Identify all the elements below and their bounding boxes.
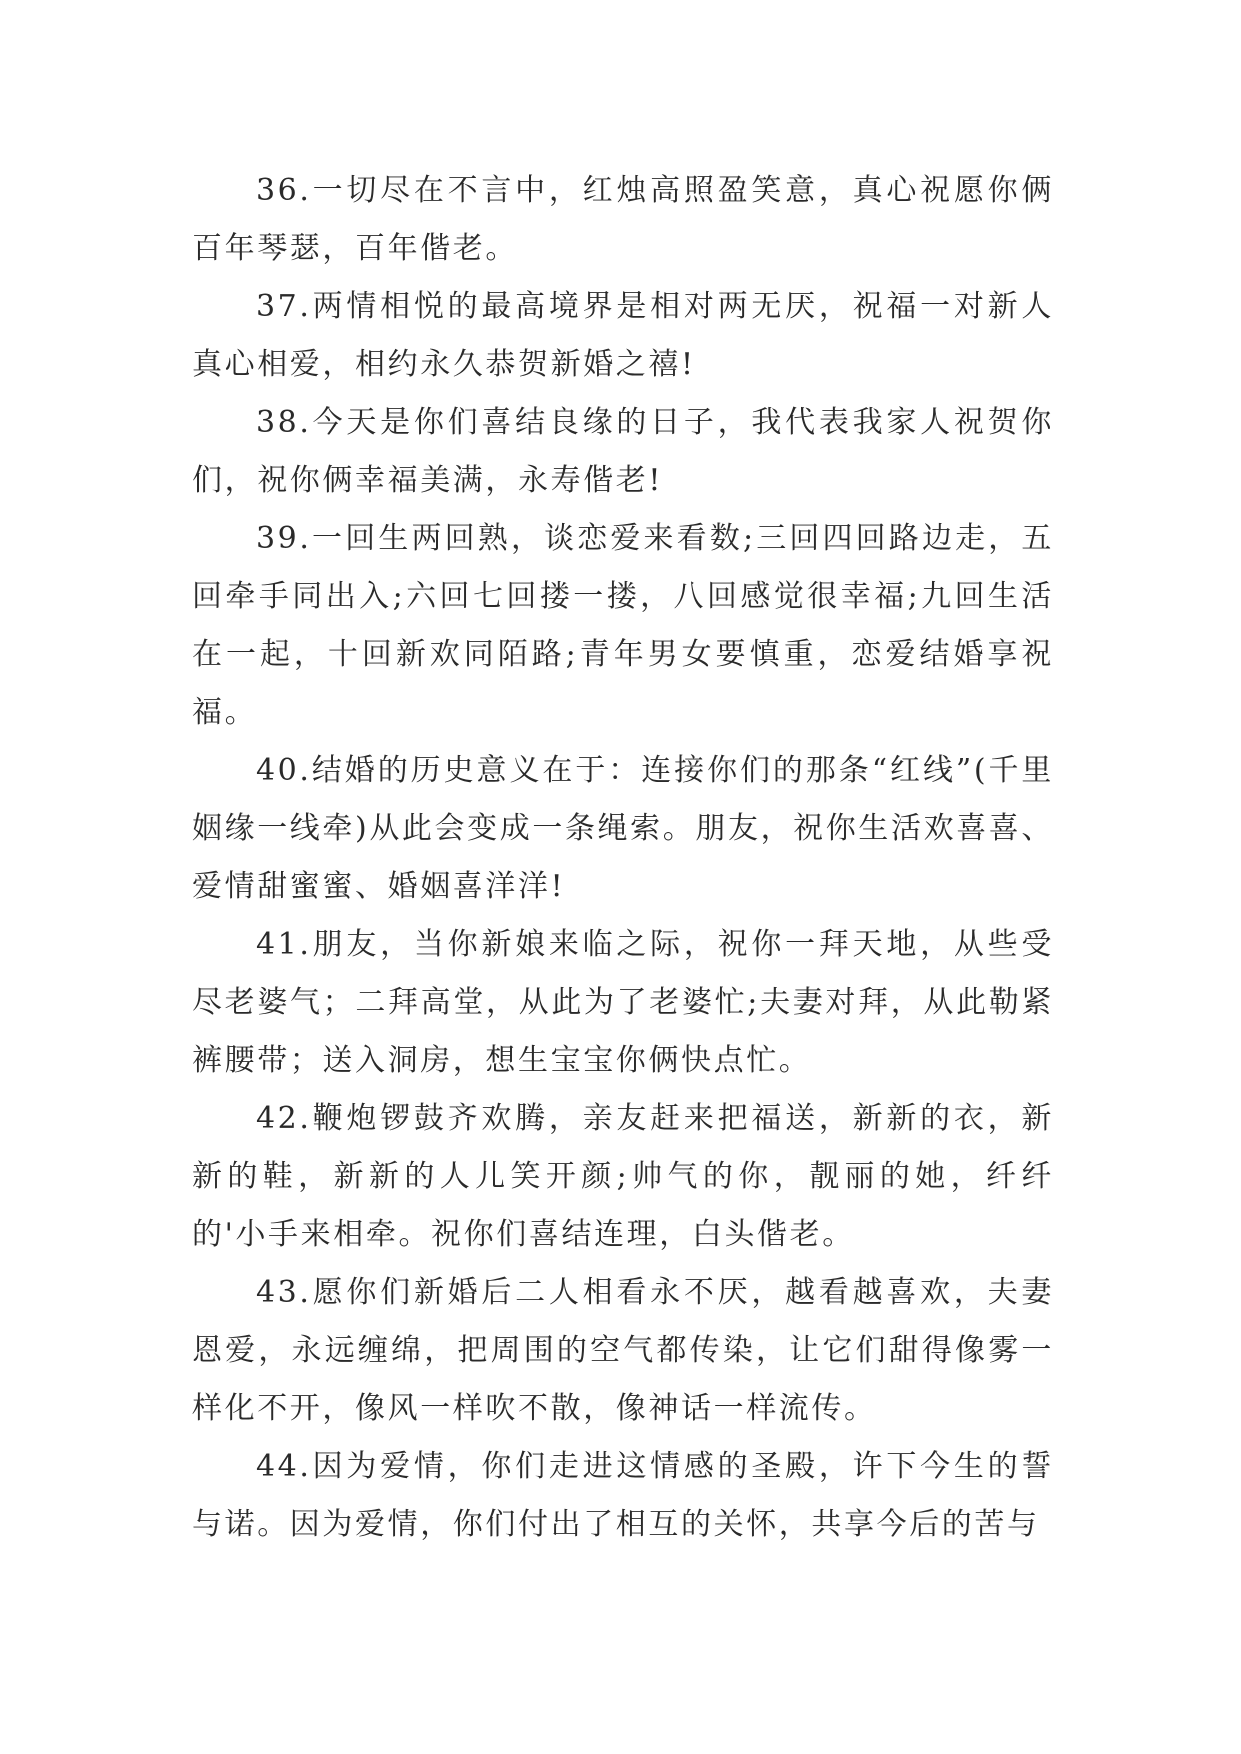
paragraph-43: 43.愿你们新婚后二人相看永不厌，越看越喜欢，夫妻恩爱，永远缠绵，把周围的空气都传染，让它们甜得像雾一样化不开，像风一样吹不散，像神话一样流传。 xyxy=(192,1275,1054,1426)
paragraph-36: 36.一切尽在不言中，红烛高照盈笑意，真心祝愿你俩百年琴瑟，百年偕老。 xyxy=(192,173,1054,266)
paragraph-39: 39.一回生两回熟，谈恋爱来看数;三回四回路边走，五回牵手同出入;六回七回搂一搂，八回感觉很幸福;九回生活在一起，十回新欢同陌路;青年男女要慎重，恋爱结婚享祝福。 xyxy=(192,521,1054,730)
paragraph-41: 41.朋友，当你新娘来临之际，祝你一拜天地，从些受尽老婆气；二拜高堂，从此为了老婆忙;夫妻对拜，从此勒紧裤腰带；送入洞房，想生宝宝你俩快点忙。 xyxy=(192,927,1054,1078)
paragraph-38: 38.今天是你们喜结良缘的日子，我代表我家人祝贺你们，祝你俩幸福美满，永寿偕老! xyxy=(192,405,1054,498)
document-body xyxy=(192,162,1054,1554)
paragraph-42: 42.鞭炮锣鼓齐欢腾，亲友赶来把福送，新新的衣，新新的鞋，新新的人儿笑开颜;帅气的你，靓丽的她，纤纤的'小手来相牵。祝你们喜结连理，白头偕老。 xyxy=(192,1101,1054,1252)
paragraph-40: 40.结婚的历史意义在于：连接你们的那条“红线”(千里姻缘一线牵)从此会变成一条绳索。朋友，祝你生活欢喜喜、爱情甜蜜蜜、婚姻喜洋洋! xyxy=(192,753,1054,904)
paragraph-44: 44.因为爱情，你们走进这情感的圣殿，许下今生的誓与诺。因为爱情，你们付出了相互的关怀，共享今后的苦与 xyxy=(192,1449,1054,1542)
paragraph-37: 37.两情相悦的最高境界是相对两无厌，祝福一对新人真心相爱，相约永久恭贺新婚之禧! xyxy=(192,289,1054,382)
